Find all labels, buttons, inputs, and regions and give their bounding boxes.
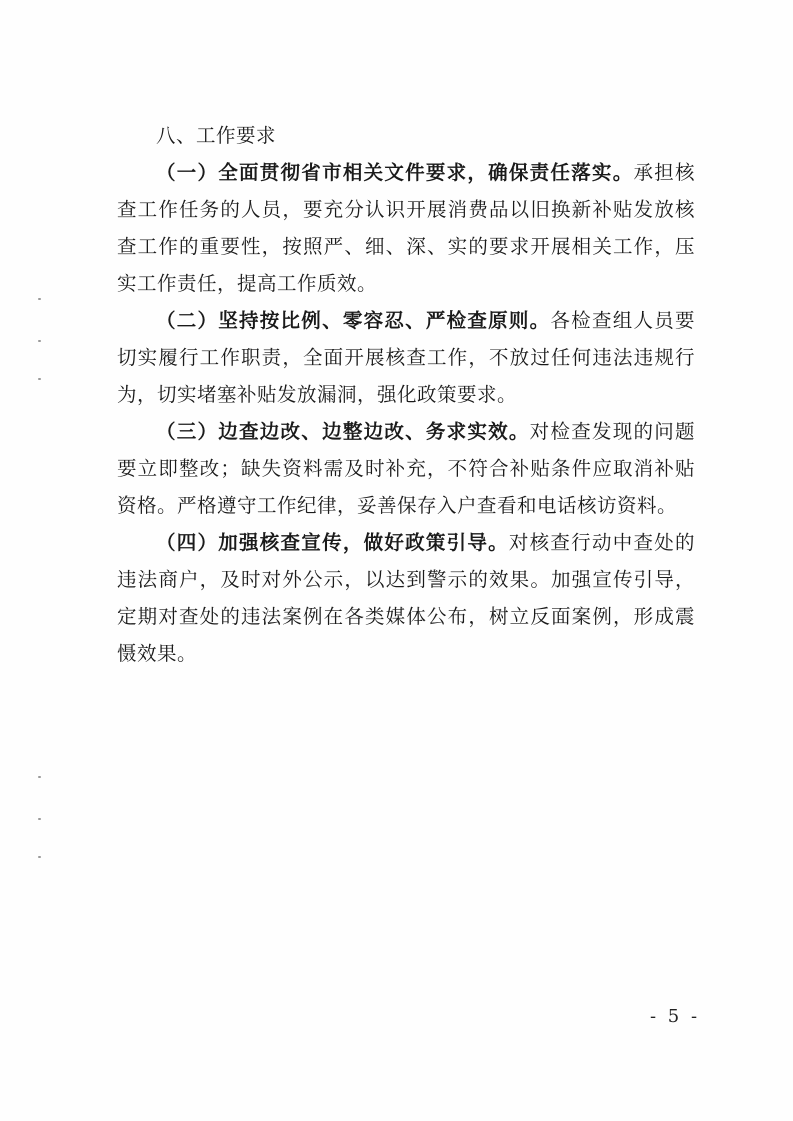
- page-number: - 5 -: [650, 1006, 701, 1027]
- scan-artifact-mark: [38, 818, 41, 820]
- scan-artifact-mark: [38, 378, 41, 380]
- paragraph-body: 对检查发现的问题要立即整改；缺失资料需及时补充，不符合补贴条件应取消补贴资格。严格遵守工作纪律，妥善保存入户查看和电话核访资料。: [117, 420, 695, 517]
- scan-artifact-mark: [38, 298, 41, 300]
- requirement-paragraph-4: [117, 524, 695, 672]
- paragraph-body: 各检查组人员要切实履行工作职责，全面开展核查工作，不放过任何违法违规行为，切实堵塞补贴发放漏洞，强化政策要求。: [117, 309, 695, 406]
- scan-artifact-mark: [38, 776, 41, 778]
- document-body: [117, 117, 695, 672]
- paragraph-lead: （一）全面贯彻省市相关文件要求，确保责任落实。: [156, 161, 634, 184]
- paragraph-body: 对核查行动中查处的违法商户，及时对外公示，以达到警示的效果。加强宣传引导，定期对查处的违法案例在各类媒体公布，树立反面案例，形成震慑效果。: [117, 531, 695, 665]
- requirement-paragraph-3: [117, 413, 695, 524]
- paragraph-lead: （三）边查边改、边整边改、务求实效。: [156, 420, 530, 443]
- scan-artifact-mark: [38, 340, 41, 342]
- paragraph-lead: （二）坚持按比例、零容忍、严检查原则。: [156, 309, 551, 332]
- scan-artifact-mark: [38, 856, 41, 858]
- requirement-paragraph-1: [117, 154, 695, 302]
- paragraph-lead: （四）加强核查宣传，做好政策引导。: [156, 531, 509, 554]
- paragraph-body: 承担核查工作任务的人员，要充分认识开展消费品以旧换新补贴发放核查工作的重要性，按照严、细、深、实的要求开展相关工作，压实工作责任，提高工作质效。: [117, 161, 695, 295]
- section-heading: 八、工作要求: [156, 124, 277, 147]
- requirement-paragraph-2: [117, 302, 695, 413]
